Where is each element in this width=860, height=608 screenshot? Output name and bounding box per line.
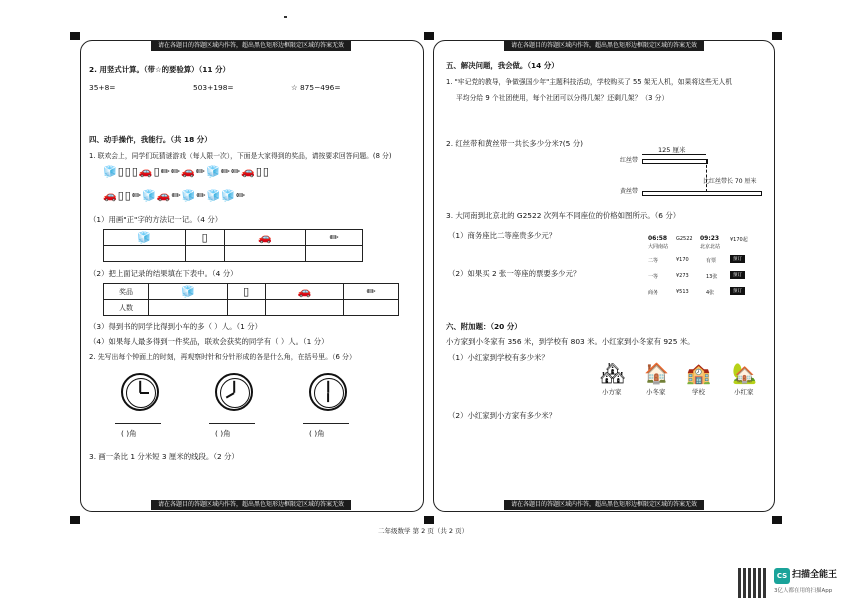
seat-class: 商务 bbox=[648, 290, 659, 296]
section-6-title: 六、附加题：（20 分） bbox=[446, 322, 522, 331]
table-cell bbox=[306, 230, 363, 246]
ribbon-guide bbox=[706, 160, 707, 192]
pencil-icon: ✏ bbox=[329, 230, 339, 244]
sharpener-icon: 🧊 bbox=[137, 230, 152, 244]
clock-face bbox=[121, 373, 159, 411]
minute-hand bbox=[327, 381, 329, 393]
answer-cell[interactable] bbox=[344, 300, 399, 316]
minute-hand bbox=[139, 381, 141, 393]
registration-mark bbox=[70, 32, 80, 40]
bonus-problem-text: 小方家到小冬家有 356 米，到学校有 803 米。小红家到小冬家有 925 米。 bbox=[446, 337, 695, 346]
book-button[interactable]: 预订 bbox=[730, 287, 745, 295]
question-2-title: 2. 用竖式计算。（带☆的要验算）（11 分） bbox=[89, 65, 230, 74]
time-answer-line[interactable] bbox=[209, 423, 255, 424]
sharpener-icon: 🧊 bbox=[142, 189, 157, 202]
car-icon: 🚗 bbox=[258, 230, 272, 244]
calc-item: 503+198= bbox=[193, 83, 234, 92]
place-label: 学校 bbox=[692, 388, 705, 396]
seat-price: ¥273 bbox=[676, 273, 689, 279]
bonus-sub2: （2）小红家到小方家有多少米？ bbox=[448, 411, 557, 420]
page-footer: 二年级数学 第 2 页（共 2 页） bbox=[378, 527, 469, 535]
table-cell bbox=[227, 284, 265, 300]
clock-face bbox=[215, 373, 253, 411]
arrive-station: 北京北站 bbox=[700, 244, 721, 250]
answer-cell[interactable] bbox=[265, 300, 344, 316]
question-2-clock-text: 2. 先写出每个钟面上的时刻，再观察时针和分针形成的各是什么角，在括号里。（6 分） bbox=[89, 353, 356, 361]
pencil-icon: ✏ bbox=[366, 284, 376, 298]
school-icon: 🏫 bbox=[686, 361, 711, 385]
qr-code-icon bbox=[738, 568, 768, 598]
red-ribbon-label: 红丝带 bbox=[620, 157, 639, 164]
question-1-text: 1. 联欢会上，同学们玩猜谜游戏（每人限一次），下面是大家得到的奖品，请按要求回答问题。(8 分) bbox=[89, 152, 392, 160]
watermark-sub: 3亿人都在用的扫描App bbox=[774, 588, 833, 594]
registration-mark bbox=[772, 516, 782, 524]
angle-answer: ( )角 bbox=[309, 429, 325, 438]
book-icon: ▯ bbox=[255, 165, 263, 178]
footer-band: 请在各题目的答题区域内作答，超出黑色矩形边框限定区域的答案无效 bbox=[504, 500, 704, 510]
arrive-time: 09:23 bbox=[700, 235, 720, 242]
answer-cell[interactable] bbox=[306, 246, 363, 262]
row-label: 奖品 bbox=[104, 284, 149, 300]
train-number: G2522 bbox=[676, 236, 693, 242]
hour-hand bbox=[140, 392, 149, 394]
row-label: 人数 bbox=[104, 300, 149, 316]
table-cell bbox=[265, 284, 344, 300]
car-icon: 🚗 bbox=[297, 284, 312, 298]
car-icon: 🚗 bbox=[138, 165, 154, 178]
sharpener-icon: 🧊 bbox=[206, 189, 222, 202]
car-icon: 🚗 bbox=[241, 165, 256, 178]
question-3-text: 3. 画一条比 1 分米短 3 厘米的线段。（2 分） bbox=[89, 452, 239, 461]
book-icon: ▯ bbox=[124, 165, 132, 178]
pencil-icon: ✏ bbox=[220, 165, 231, 178]
question-1-sub4: （4）如果每人最多得到一件奖品，联欢会获奖的同学有（ ）人。（1 分） bbox=[89, 337, 329, 346]
table-cell bbox=[224, 230, 306, 246]
right-answer-panel bbox=[433, 40, 775, 512]
answer-cell[interactable] bbox=[149, 300, 228, 316]
car-icon: 🚗 bbox=[103, 189, 118, 202]
book-icon: ▯ bbox=[201, 230, 208, 244]
book-icon: ▯ bbox=[262, 165, 270, 178]
time-answer-line[interactable] bbox=[303, 423, 349, 424]
seat-class: 二等 bbox=[648, 258, 659, 264]
car-icon: 🚗 bbox=[156, 189, 172, 202]
book-icon: ▯ bbox=[131, 165, 139, 178]
house-icon: 🏡 bbox=[732, 361, 757, 385]
seat-stock: 有票 bbox=[706, 258, 717, 264]
header-band: 请在各题目的答题区域内作答，超出黑色矩形边框限定区域的答案无效 bbox=[151, 41, 351, 51]
prize-icons-row bbox=[103, 189, 246, 202]
problem-2-text: 2. 红丝带和黄丝带一共长多少分米?(5 分) bbox=[446, 139, 584, 148]
registration-mark bbox=[772, 32, 782, 40]
yellow-ribbon-bar bbox=[642, 191, 762, 196]
watermark-brand: 扫描全能王 bbox=[792, 570, 838, 580]
registration-mark bbox=[424, 516, 434, 524]
sharpener-icon: 🧊 bbox=[103, 165, 118, 178]
problem-1-line2: 平均分给 9 个社团使用，每个社团可以分得几架？还剩几架？（3 分） bbox=[456, 94, 669, 102]
table-cell bbox=[149, 284, 228, 300]
hour-hand bbox=[327, 393, 329, 402]
yellow-ribbon-label: 黄丝带 bbox=[620, 188, 639, 195]
train-ticket-widget bbox=[648, 235, 758, 301]
cs-logo-icon: CS bbox=[774, 568, 790, 584]
pencil-icon: ✏ bbox=[196, 189, 207, 202]
question-1-sub1: （1）用画"正"字的方法记一记。（4 分） bbox=[89, 215, 223, 224]
pencil-icon: ✏ bbox=[236, 189, 247, 202]
angle-answer: ( )角 bbox=[215, 429, 231, 438]
book-icon: ▯ bbox=[243, 284, 250, 298]
clock-face bbox=[309, 373, 347, 411]
pencil-icon: ✏ bbox=[131, 189, 143, 202]
tally-table bbox=[103, 229, 363, 262]
book-icon: ▯ bbox=[124, 189, 132, 202]
seat-price: ¥170 bbox=[676, 257, 689, 263]
depart-station: 大同南站 bbox=[648, 244, 669, 250]
sharpener-icon: 🧊 bbox=[181, 189, 197, 202]
pencil-icon: ✏ bbox=[160, 165, 171, 178]
answer-cell[interactable] bbox=[104, 246, 186, 262]
registration-mark bbox=[70, 516, 80, 524]
problem-3-text: 3. 大同南到北京北的 G2522 次列车不同座位的价格如图所示。（6 分） bbox=[446, 211, 681, 220]
table-cell bbox=[104, 230, 186, 246]
answer-cell[interactable] bbox=[224, 246, 306, 262]
answer-cell[interactable] bbox=[227, 300, 265, 316]
book-icon: ▯ bbox=[153, 165, 161, 178]
seat-class: 一等 bbox=[648, 274, 659, 280]
table-cell bbox=[185, 230, 224, 246]
car-icon: 🚗 bbox=[181, 165, 196, 178]
pencil-icon: ✏ bbox=[171, 189, 182, 202]
bonus-sub1: （1）小红家到学校有多少米？ bbox=[448, 353, 549, 362]
place-label: 小冬家 bbox=[646, 388, 666, 396]
table-cell bbox=[344, 284, 399, 300]
depart-time: 06:58 bbox=[648, 235, 668, 242]
seat-stock: 13张 bbox=[706, 274, 718, 280]
place-label: 小红家 bbox=[734, 388, 754, 396]
left-answer-panel bbox=[80, 40, 424, 512]
time-answer-line[interactable] bbox=[115, 423, 161, 424]
pencil-icon: ✏ bbox=[195, 165, 207, 178]
calc-item: 35+8= bbox=[89, 83, 116, 92]
minute-hand bbox=[233, 381, 235, 393]
book-button[interactable]: 预订 bbox=[730, 271, 745, 279]
pencil-icon: ✏ bbox=[230, 165, 242, 178]
lowest-price: ¥170起 bbox=[730, 237, 748, 243]
book-icon: ▯ bbox=[117, 165, 125, 178]
seat-stock: 4张 bbox=[706, 290, 715, 296]
pencil-icon: ✏ bbox=[170, 165, 182, 178]
ribbon-length-label: 125 厘米 bbox=[658, 146, 686, 154]
red-ribbon-bar bbox=[642, 159, 708, 164]
sharpener-icon: 🧊 bbox=[221, 189, 236, 202]
header-band: 请在各题目的答题区域内作答，超出黑色矩形边框限定区域的答案无效 bbox=[504, 41, 704, 51]
registration-mark bbox=[424, 32, 434, 40]
question-1-sub2: （2）把上面记录的结果填在下表中。（4 分） bbox=[89, 269, 238, 278]
count-table bbox=[103, 283, 399, 316]
problem-3-sub1: （1）商务座比二等座贵多少元？ bbox=[448, 231, 557, 240]
problem-3-sub2: （2）如果买 2 张一等座的票要多少元？ bbox=[448, 269, 581, 278]
ribbon-diff-label: 比红丝带长 70 厘米 bbox=[703, 178, 757, 185]
book-button[interactable]: 预订 bbox=[730, 255, 745, 263]
seat-price: ¥513 bbox=[676, 289, 689, 295]
prize-icons-row bbox=[103, 165, 270, 178]
calc-item: ☆ 875−496= bbox=[291, 83, 341, 92]
scan-speck bbox=[284, 16, 287, 18]
answer-cell[interactable] bbox=[185, 246, 224, 262]
book-icon: ▯ bbox=[117, 189, 125, 202]
house-icon: 🏠 bbox=[644, 361, 669, 385]
sharpener-icon: 🧊 bbox=[181, 284, 195, 298]
angle-answer: ( )角 bbox=[121, 429, 137, 438]
question-1-sub3: （3）得到书的同学比得到小车的多（ ）人。（1 分） bbox=[89, 322, 262, 331]
section-5-title: 五、解决问题，我会做。（14 分） bbox=[446, 61, 559, 70]
sharpener-icon: 🧊 bbox=[206, 165, 221, 178]
footer-band: 请在各题目的答题区域内作答，超出黑色矩形边框限定区域的答案无效 bbox=[151, 500, 351, 510]
house-icon: 🏘 bbox=[600, 361, 626, 385]
place-label: 小方家 bbox=[602, 388, 622, 396]
ribbon-brace bbox=[642, 154, 706, 155]
section-4-title: 四、动手操作，我能行。（共 18 分） bbox=[89, 135, 212, 144]
problem-1-line1: 1. "牢记党的教导，争做强国少年"主题科技活动，学校购买了 55 架无人机，如果将这些无人机 bbox=[446, 78, 733, 86]
